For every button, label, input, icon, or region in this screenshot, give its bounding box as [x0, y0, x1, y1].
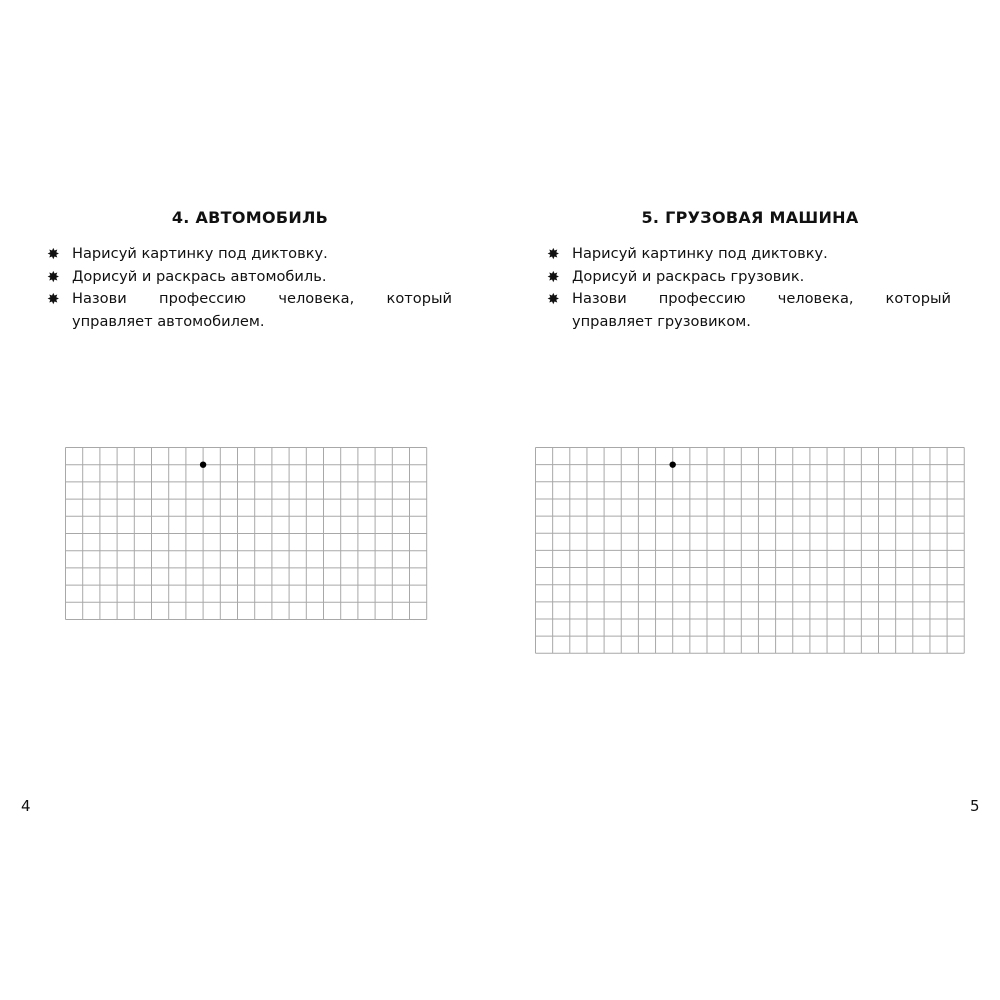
exercise-title: 5. ГРУЗОВАЯ МАШИНА — [641, 208, 859, 227]
dictation-grid — [65, 447, 429, 621]
task-item — [547, 288, 951, 333]
exercise-title: 4. АВТОМОБИЛЬ — [171, 208, 329, 227]
start-dot — [200, 462, 206, 468]
task-item — [47, 243, 452, 266]
task-text: Нарисуй картинку под диктовку. — [572, 245, 828, 262]
task-list — [47, 243, 452, 333]
six-point-star-icon: ✸ — [547, 267, 560, 286]
task-text: Дорисуй и раскрась грузовик. — [572, 267, 805, 285]
task-list — [547, 243, 951, 333]
task-text: Назови профессию человека, который управляет автомобилем. — [72, 290, 452, 330]
task-text: Назови профессию человека, который управляет грузовиком. — [572, 290, 951, 330]
start-dot — [670, 461, 676, 467]
page-number: 5 — [970, 797, 980, 815]
task-item — [547, 243, 951, 266]
task-item — [47, 288, 452, 333]
task-item — [547, 266, 951, 289]
six-point-star-icon: ✸ — [47, 267, 60, 286]
right-page — [500, 0, 1000, 1000]
task-text: Дорисуй и раскрась автомобиль. — [72, 267, 327, 285]
six-point-star-icon: ✸ — [47, 290, 60, 308]
dictation-grid — [535, 447, 966, 655]
task-item — [47, 266, 452, 289]
six-point-star-icon: ✸ — [547, 290, 560, 308]
page-number: 4 — [21, 797, 31, 815]
six-point-star-icon: ✸ — [547, 245, 560, 263]
six-point-star-icon: ✸ — [47, 245, 60, 263]
task-text: Нарисуй картинку под диктовку. — [72, 245, 328, 262]
